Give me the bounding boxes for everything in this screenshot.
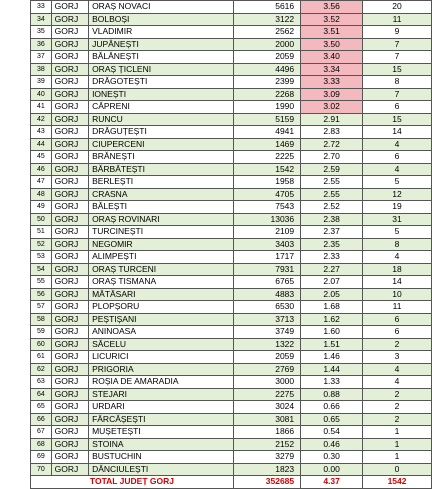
table-row (31, 413, 432, 426)
locality-cell: ALIMPEȘTI (89, 251, 234, 264)
county-cell: GORJ (51, 226, 88, 239)
incidence-rate-cell: 2.35 (301, 238, 363, 251)
row-number-cell: 41 (31, 101, 52, 114)
locality-cell: DRĂGOTEȘTI (89, 76, 234, 89)
locality-cell: NEGOMIR (89, 238, 234, 251)
table-row (31, 201, 432, 214)
county-cell: GORJ (51, 388, 88, 401)
incidence-rate-cell: 1.33 (301, 376, 363, 389)
cases-cell: 3 (363, 351, 432, 364)
table-row (31, 426, 432, 439)
table-row (31, 176, 432, 189)
cases-cell: 4 (363, 376, 432, 389)
incidence-rate-cell: 0.66 (301, 401, 363, 414)
population-cell: 2268 (233, 88, 300, 101)
locality-cell: ORAȘ TURCENI (89, 263, 234, 276)
table-row (31, 51, 432, 64)
locality-cell: BĂLEȘTI (89, 201, 234, 214)
row-number-cell: 66 (31, 413, 52, 426)
table-row (31, 338, 432, 351)
table-row (31, 101, 432, 114)
table-row (31, 226, 432, 239)
table-body (31, 1, 432, 489)
table-row (31, 376, 432, 389)
county-cell: GORJ (51, 438, 88, 451)
population-cell: 3081 (233, 413, 300, 426)
total-cases: 1542 (363, 476, 432, 489)
table-row (31, 151, 432, 164)
locality-cell: IONEȘTI (89, 88, 234, 101)
table-row (31, 251, 432, 264)
cases-cell: 4 (363, 163, 432, 176)
total-incidence-rate: 4.37 (301, 476, 363, 489)
table-row (31, 26, 432, 39)
incidence-rate-cell: 3.34 (301, 63, 363, 76)
table-row (31, 138, 432, 151)
county-cell: GORJ (51, 426, 88, 439)
locality-cell: SĂCELU (89, 338, 234, 351)
locality-cell: FĂRCĂȘEȘTI (89, 413, 234, 426)
table-row (31, 13, 432, 26)
locality-cell: DRĂGUȚEȘTI (89, 126, 234, 139)
row-number-cell: 33 (31, 1, 52, 14)
cases-cell: 8 (363, 238, 432, 251)
incidence-rate-cell: 1.51 (301, 338, 363, 351)
cases-cell: 0 (363, 463, 432, 476)
population-cell: 3279 (233, 451, 300, 464)
cases-cell: 7 (363, 88, 432, 101)
locality-cell: VLADIMIR (89, 26, 234, 39)
incidence-rate-cell: 0.54 (301, 426, 363, 439)
population-cell: 4941 (233, 126, 300, 139)
cases-cell: 10 (363, 288, 432, 301)
population-cell: 5616 (233, 1, 300, 14)
row-number-cell: 46 (31, 163, 52, 176)
row-number-cell: 40 (31, 88, 52, 101)
population-cell: 3749 (233, 326, 300, 339)
population-cell: 1866 (233, 426, 300, 439)
total-row (31, 476, 432, 489)
locality-cell: MĂTĂSARI (89, 288, 234, 301)
locality-cell: ORAȘ TISMANA (89, 276, 234, 289)
county-cell: GORJ (51, 188, 88, 201)
incidence-rate-cell: 1.68 (301, 301, 363, 314)
total-label: TOTAL JUDEȚ GORJ (31, 476, 234, 489)
incidence-rate-cell: 2.33 (301, 251, 363, 264)
row-number-cell: 52 (31, 238, 52, 251)
incidence-rate-cell: 3.50 (301, 38, 363, 51)
cases-cell: 14 (363, 126, 432, 139)
incidence-rate-cell: 3.51 (301, 26, 363, 39)
cases-cell: 6 (363, 101, 432, 114)
table-row (31, 463, 432, 476)
county-cell: GORJ (51, 238, 88, 251)
table-row (31, 388, 432, 401)
locality-cell: ANINOASA (89, 326, 234, 339)
cases-cell: 5 (363, 226, 432, 239)
locality-cell: BĂRBĂTEȘTI (89, 163, 234, 176)
row-number-cell: 48 (31, 188, 52, 201)
locality-cell: STEJARI (89, 388, 234, 401)
row-number-cell: 49 (31, 201, 52, 214)
county-cell: GORJ (51, 338, 88, 351)
locality-cell: CIUPERCENI (89, 138, 234, 151)
cases-cell: 19 (363, 201, 432, 214)
population-cell: 2275 (233, 388, 300, 401)
locality-cell: BRĂNEȘTI (89, 151, 234, 164)
population-cell: 5159 (233, 113, 300, 126)
cases-cell: 14 (363, 276, 432, 289)
row-number-cell: 67 (31, 426, 52, 439)
population-cell: 1542 (233, 163, 300, 176)
row-number-cell: 51 (31, 226, 52, 239)
incidence-rate-cell: 0.00 (301, 463, 363, 476)
table-row (31, 88, 432, 101)
incidence-rate-cell: 1.46 (301, 351, 363, 364)
row-number-cell: 56 (31, 288, 52, 301)
table-row (31, 113, 432, 126)
row-number-cell: 61 (31, 351, 52, 364)
county-cell: GORJ (51, 176, 88, 189)
table-row (31, 163, 432, 176)
row-number-cell: 57 (31, 301, 52, 314)
population-cell: 2000 (233, 38, 300, 51)
locality-cell: RUNCU (89, 113, 234, 126)
county-cell: GORJ (51, 38, 88, 51)
total-population: 352685 (233, 476, 300, 489)
incidence-rate-cell: 0.65 (301, 413, 363, 426)
county-cell: GORJ (51, 101, 88, 114)
row-number-cell: 34 (31, 13, 52, 26)
population-cell: 3122 (233, 13, 300, 26)
cases-cell: 15 (363, 63, 432, 76)
cases-cell: 15 (363, 113, 432, 126)
population-cell: 2769 (233, 363, 300, 376)
county-cell: GORJ (51, 376, 88, 389)
population-cell: 2152 (233, 438, 300, 451)
table-row (31, 1, 432, 14)
incidence-rate-cell: 2.52 (301, 201, 363, 214)
locality-cell: CĂPRENI (89, 101, 234, 114)
cases-cell: 2 (363, 413, 432, 426)
incidence-rate-cell: 0.46 (301, 438, 363, 451)
locality-cell: ORAȘ ȚICLENI (89, 63, 234, 76)
county-cell: GORJ (51, 288, 88, 301)
incidence-rate-cell: 3.33 (301, 76, 363, 89)
locality-cell: JUPÂNEȘTI (89, 38, 234, 51)
population-cell: 2399 (233, 76, 300, 89)
county-cell: GORJ (51, 313, 88, 326)
locality-cell: TURCINEȘTI (89, 226, 234, 239)
table-wrapper (30, 0, 432, 489)
incidence-rate-cell: 3.09 (301, 88, 363, 101)
locality-cell: BERLEȘTI (89, 176, 234, 189)
county-cell: GORJ (51, 126, 88, 139)
cases-cell: 2 (363, 401, 432, 414)
county-cell: GORJ (51, 76, 88, 89)
population-cell: 1958 (233, 176, 300, 189)
row-number-cell: 45 (31, 151, 52, 164)
table-row (31, 313, 432, 326)
population-cell: 7543 (233, 201, 300, 214)
county-cell: GORJ (51, 138, 88, 151)
cases-cell: 6 (363, 151, 432, 164)
table-row (31, 126, 432, 139)
incidence-rate-cell: 2.55 (301, 176, 363, 189)
cases-cell: 12 (363, 188, 432, 201)
incidence-rate-cell: 2.27 (301, 263, 363, 276)
cases-cell: 4 (363, 251, 432, 264)
county-cell: GORJ (51, 301, 88, 314)
county-cell: GORJ (51, 1, 88, 14)
table-row (31, 288, 432, 301)
population-cell: 6765 (233, 276, 300, 289)
locality-cell: ORAȘ ROVINARI (89, 213, 234, 226)
county-cell: GORJ (51, 251, 88, 264)
locality-cell: MUȘETEȘTI (89, 426, 234, 439)
table-row (31, 301, 432, 314)
county-cell: GORJ (51, 113, 88, 126)
row-number-cell: 36 (31, 38, 52, 51)
incidence-rate-cell: 0.30 (301, 451, 363, 464)
population-cell: 4496 (233, 63, 300, 76)
population-cell: 4883 (233, 288, 300, 301)
row-number-cell: 69 (31, 451, 52, 464)
incidence-rate-cell: 0.88 (301, 388, 363, 401)
county-cell: GORJ (51, 88, 88, 101)
incidence-table (30, 0, 432, 489)
row-number-cell: 64 (31, 388, 52, 401)
county-cell: GORJ (51, 13, 88, 26)
row-number-cell: 50 (31, 213, 52, 226)
row-number-cell: 39 (31, 76, 52, 89)
cases-cell: 1 (363, 451, 432, 464)
row-number-cell: 63 (31, 376, 52, 389)
incidence-rate-cell: 2.38 (301, 213, 363, 226)
locality-cell: BOLBOȘI (89, 13, 234, 26)
incidence-rate-cell: 2.59 (301, 163, 363, 176)
population-cell: 1717 (233, 251, 300, 264)
row-number-cell: 60 (31, 338, 52, 351)
cases-cell: 2 (363, 388, 432, 401)
county-cell: GORJ (51, 163, 88, 176)
county-cell: GORJ (51, 351, 88, 364)
row-number-cell: 70 (31, 463, 52, 476)
row-number-cell: 55 (31, 276, 52, 289)
locality-cell: BUSTUCHIN (89, 451, 234, 464)
table-row (31, 76, 432, 89)
locality-cell: BĂLĂNEȘTI (89, 51, 234, 64)
table-row (31, 401, 432, 414)
cases-cell: 11 (363, 13, 432, 26)
locality-cell: LICURICI (89, 351, 234, 364)
locality-cell: PLOPȘORU (89, 301, 234, 314)
table-row (31, 326, 432, 339)
incidence-rate-cell: 1.60 (301, 326, 363, 339)
row-number-cell: 58 (31, 313, 52, 326)
row-number-cell: 37 (31, 51, 52, 64)
row-number-cell: 68 (31, 438, 52, 451)
table-row (31, 276, 432, 289)
locality-cell: PEȘTIȘANI (89, 313, 234, 326)
population-cell: 2225 (233, 151, 300, 164)
incidence-rate-cell: 3.52 (301, 13, 363, 26)
population-cell: 2562 (233, 26, 300, 39)
table-row (31, 351, 432, 364)
table-row (31, 238, 432, 251)
cases-cell: 9 (363, 26, 432, 39)
county-cell: GORJ (51, 363, 88, 376)
population-cell: 1990 (233, 101, 300, 114)
incidence-rate-cell: 3.02 (301, 101, 363, 114)
population-cell: 1469 (233, 138, 300, 151)
cases-cell: 4 (363, 138, 432, 151)
county-cell: GORJ (51, 213, 88, 226)
population-cell: 2109 (233, 226, 300, 239)
cases-cell: 7 (363, 51, 432, 64)
locality-cell: ROȘIA DE AMARADIA (89, 376, 234, 389)
row-number-cell: 43 (31, 126, 52, 139)
table-row (31, 63, 432, 76)
locality-cell: ORAȘ NOVACI (89, 1, 234, 14)
row-number-cell: 42 (31, 113, 52, 126)
row-number-cell: 59 (31, 326, 52, 339)
population-cell: 6530 (233, 301, 300, 314)
cases-cell: 20 (363, 1, 432, 14)
incidence-rate-cell: 1.44 (301, 363, 363, 376)
locality-cell: PRIGORIA (89, 363, 234, 376)
cases-cell: 1 (363, 438, 432, 451)
county-cell: GORJ (51, 201, 88, 214)
cases-cell: 18 (363, 263, 432, 276)
incidence-rate-cell: 2.83 (301, 126, 363, 139)
row-number-cell: 62 (31, 363, 52, 376)
county-cell: GORJ (51, 463, 88, 476)
incidence-rate-cell: 2.37 (301, 226, 363, 239)
table-row (31, 363, 432, 376)
county-cell: GORJ (51, 263, 88, 276)
row-number-cell: 65 (31, 401, 52, 414)
cases-cell: 11 (363, 301, 432, 314)
cases-cell: 4 (363, 363, 432, 376)
population-cell: 1322 (233, 338, 300, 351)
cases-cell: 6 (363, 326, 432, 339)
county-cell: GORJ (51, 326, 88, 339)
county-cell: GORJ (51, 26, 88, 39)
row-number-cell: 47 (31, 176, 52, 189)
incidence-rate-cell: 2.05 (301, 288, 363, 301)
table-row (31, 263, 432, 276)
table-row (31, 451, 432, 464)
county-cell: GORJ (51, 276, 88, 289)
cases-cell: 5 (363, 176, 432, 189)
table-row (31, 438, 432, 451)
cases-cell: 1 (363, 426, 432, 439)
county-cell: GORJ (51, 451, 88, 464)
row-number-cell: 35 (31, 26, 52, 39)
cases-cell: 31 (363, 213, 432, 226)
incidence-rate-cell: 1.62 (301, 313, 363, 326)
county-cell: GORJ (51, 151, 88, 164)
incidence-rate-cell: 2.70 (301, 151, 363, 164)
table-row (31, 38, 432, 51)
incidence-rate-cell: 2.72 (301, 138, 363, 151)
county-cell: GORJ (51, 413, 88, 426)
row-number-cell: 38 (31, 63, 52, 76)
incidence-rate-cell: 2.07 (301, 276, 363, 289)
table-row (31, 188, 432, 201)
locality-cell: DĂNCIULEȘTI (89, 463, 234, 476)
incidence-rate-cell: 3.56 (301, 1, 363, 14)
population-cell: 3403 (233, 238, 300, 251)
population-cell: 2059 (233, 51, 300, 64)
county-cell: GORJ (51, 401, 88, 414)
cases-cell: 7 (363, 38, 432, 51)
table-row (31, 213, 432, 226)
row-number-cell: 44 (31, 138, 52, 151)
row-number-cell: 54 (31, 263, 52, 276)
cases-cell: 2 (363, 338, 432, 351)
locality-cell: STOINA (89, 438, 234, 451)
row-number-cell: 53 (31, 251, 52, 264)
cases-cell: 8 (363, 76, 432, 89)
population-cell: 3713 (233, 313, 300, 326)
incidence-rate-cell: 2.91 (301, 113, 363, 126)
population-cell: 1823 (233, 463, 300, 476)
incidence-rate-cell: 2.55 (301, 188, 363, 201)
population-cell: 2059 (233, 351, 300, 364)
population-cell: 3000 (233, 376, 300, 389)
population-cell: 3024 (233, 401, 300, 414)
population-cell: 4705 (233, 188, 300, 201)
population-cell: 13036 (233, 213, 300, 226)
locality-cell: CRASNA (89, 188, 234, 201)
cases-cell: 6 (363, 313, 432, 326)
county-cell: GORJ (51, 63, 88, 76)
incidence-rate-cell: 3.40 (301, 51, 363, 64)
county-cell: GORJ (51, 51, 88, 64)
locality-cell: URDARI (89, 401, 234, 414)
population-cell: 7931 (233, 263, 300, 276)
